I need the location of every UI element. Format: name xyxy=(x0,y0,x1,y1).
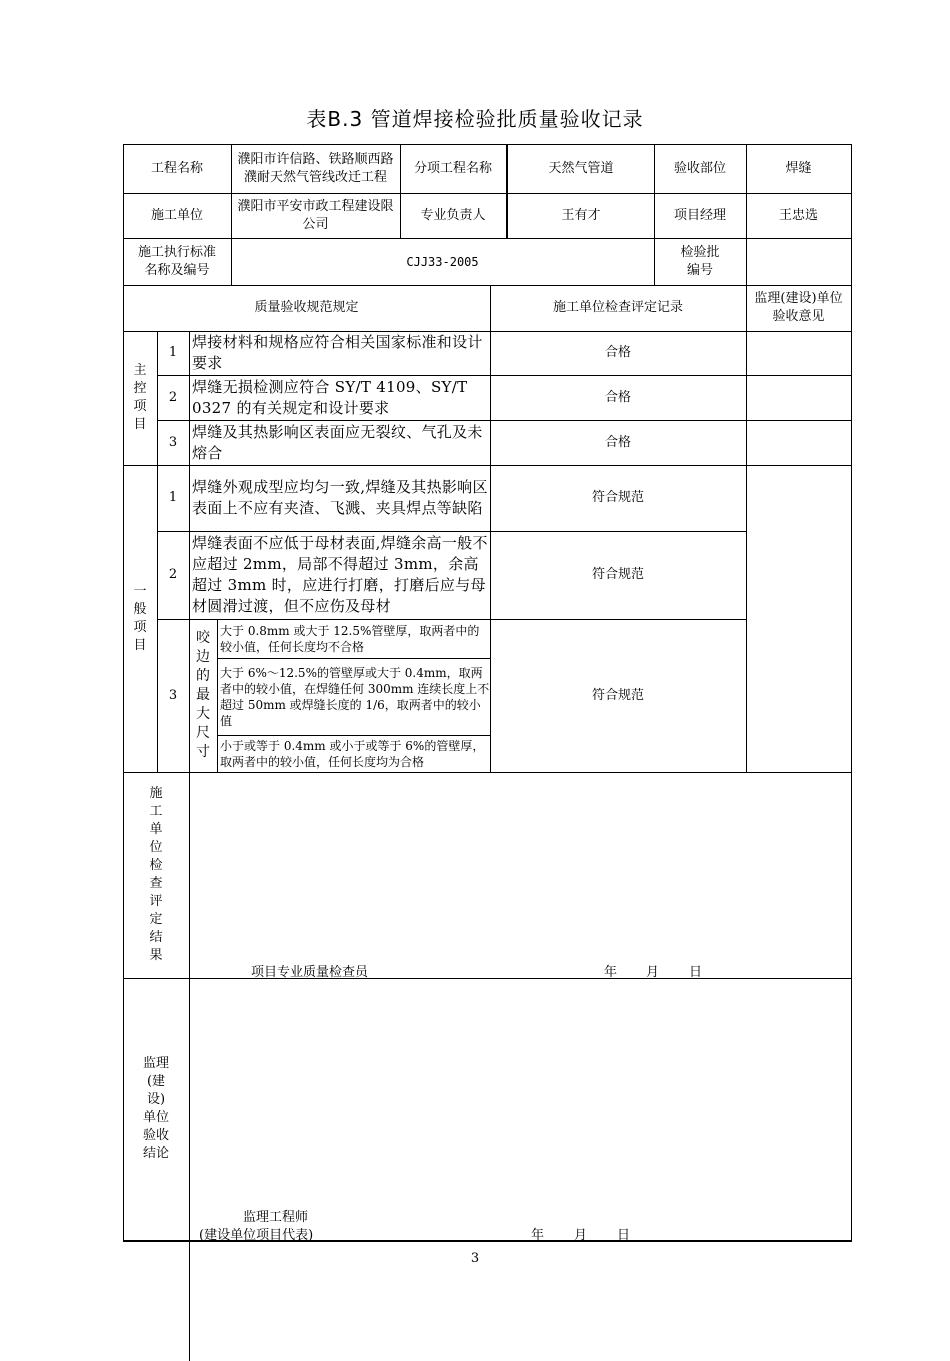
general-item-no: 1 xyxy=(168,490,178,505)
date-year-label: 年 xyxy=(604,965,618,980)
acceptance-part-label: 验收部位 xyxy=(673,160,726,176)
undercut-criterion: 大于 0.8mm 或大于 12.5%管壁厚，取两者中的较小值，任何长度均不合格 xyxy=(220,623,480,654)
row-divider xyxy=(123,978,852,979)
main-item-result: 合格 xyxy=(604,345,631,360)
table-border-right xyxy=(851,144,852,1242)
supervision-engineer-label: 监理工程师 xyxy=(243,1210,309,1225)
record-column-header: 施工单位检查评定记录 xyxy=(552,300,683,315)
main-item-result: 合格 xyxy=(604,389,631,405)
acceptance-record-table xyxy=(123,144,852,1242)
main-item-text: 焊缝及其热影响区表面应无裂纹、气孔及未熔合 xyxy=(192,422,483,462)
supervision-result-label: 监理(建设)单位验收结论 xyxy=(142,1056,169,1161)
supervision-column-header: 监理(建设)单位验收意见 xyxy=(754,291,843,324)
construction-unit-value: 濮阳市平安市政工程建设限公司 xyxy=(237,198,394,232)
main-item-no: 2 xyxy=(168,389,178,405)
general-items-label: 一般项目 xyxy=(133,583,147,653)
batch-label: 检验批编号 xyxy=(680,244,720,278)
page-number: 3 xyxy=(470,1251,480,1266)
date-day-label: 日 xyxy=(617,1228,631,1243)
construction-unit-label: 施工单位 xyxy=(150,207,203,223)
document-title: 表B.3 管道焊接检验批质量验收记录 xyxy=(306,107,644,131)
project-name-label: 工程名称 xyxy=(150,160,203,176)
sub-project-value: 天然气管道 xyxy=(548,160,614,176)
standard-value: CJJ33-2005 xyxy=(406,254,479,269)
project-manager-label: 项目经理 xyxy=(673,207,726,223)
general-item-no: 2 xyxy=(168,567,178,582)
spec-column-header: 质量验收规范规定 xyxy=(254,300,359,315)
date-year-label: 年 xyxy=(531,1228,545,1243)
general-item-text: 焊缝表面不应低于母材表面,焊缝余高一般不应超过 2mm，局部不得超过 3mm，余高超过 3mm 时，应进行打磨，打磨后应与母材圆滑过渡，但不应伤及母材 xyxy=(192,534,488,615)
general-item-no: 3 xyxy=(168,687,178,703)
undercut-criterion: 小于或等于 0.4mm 或小于或等于 6%的管壁厚，取两者中的较小值，任何长度均为合格 xyxy=(220,738,485,769)
main-item-no: 3 xyxy=(168,434,178,450)
main-item-no: 1 xyxy=(168,345,178,360)
quality-inspector-label: 项目专业质量检查员 xyxy=(251,965,369,980)
standard-label: 施工执行标准名称及编号 xyxy=(137,244,216,278)
date-month-label: 月 xyxy=(646,965,660,980)
acceptance-part-value: 焊缝 xyxy=(785,160,812,176)
professional-lead-value: 王有才 xyxy=(561,207,601,223)
batch-value xyxy=(746,238,851,285)
project-name-value: 濮阳市许信路、铁路顺西路濮耐天然气管线改迁工程 xyxy=(237,151,394,185)
row-divider xyxy=(123,772,852,773)
date-month-label: 月 xyxy=(574,1228,588,1243)
construction-result-label: 施工单位检查评定结果 xyxy=(149,786,163,963)
main-item-text: 焊缝无损检测应符合 SY/T 4109、SY/T 0327 的有关规定和设计要求 xyxy=(192,377,468,417)
general-item-result: 符合规范 xyxy=(591,687,644,703)
project-manager-value: 王忠选 xyxy=(778,207,818,223)
professional-lead-label: 专业负责人 xyxy=(420,207,486,223)
main-items-label: 主控项目 xyxy=(133,363,147,432)
general-item-text: 焊缝外观成型应均匀一致,焊缝及其热影响区表面上不应有夹渣、飞溅、夹具焊点等缺陷 xyxy=(192,478,488,517)
undercut-criterion: 大于 6%～12.5%的管壁厚或大于 0.4mm，取两者中的较小值，在焊缝任何 300mm 连续长度上不超过 50mm 或焊缝长度的 1/6，取两者中的较小值 xyxy=(220,665,490,728)
main-item-text: 焊接材料和规格应符合相关国家标准和设计要求 xyxy=(192,333,483,372)
owner-representative-label: (建设单位项目代表) xyxy=(199,1228,314,1243)
date-day-label: 日 xyxy=(689,965,703,980)
sub-project-label: 分项工程名称 xyxy=(413,160,492,176)
undercut-label: 咬边的最大尺寸 xyxy=(196,630,210,760)
main-item-result: 合格 xyxy=(604,434,631,450)
general-item-result: 符合规范 xyxy=(591,567,644,582)
general-item-result: 符合规范 xyxy=(591,490,644,505)
